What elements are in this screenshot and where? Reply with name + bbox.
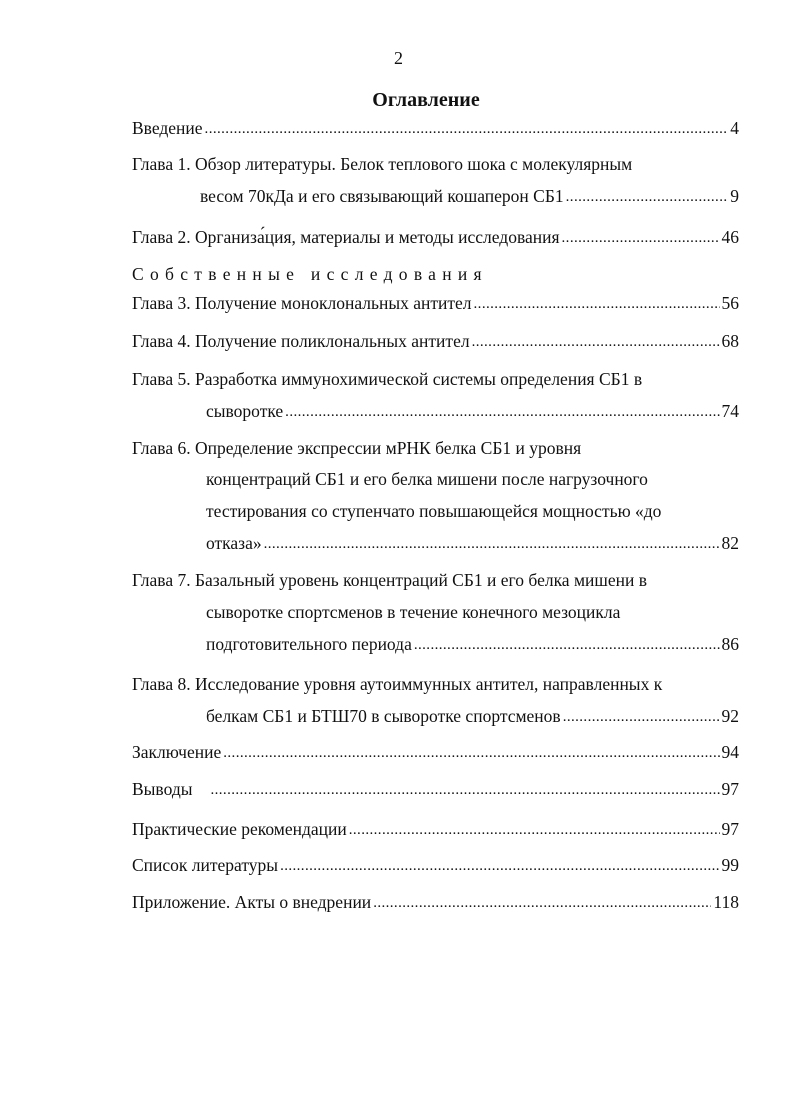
- toc-entry-line: Глава 5. Разработка иммунохимической системы определения СБ1 в: [132, 369, 643, 389]
- toc-entry-page: 68: [721, 331, 739, 351]
- toc-entry-page: 46: [721, 227, 739, 247]
- toc-entry-label: Список литературы: [132, 855, 279, 875]
- dot-leader: [563, 703, 720, 729]
- dot-leader: [264, 530, 720, 556]
- toc-entry-page: 82: [721, 533, 739, 553]
- toc-entry-appendix[interactable]: [132, 890, 739, 916]
- dot-leader: [562, 224, 720, 250]
- toc-entry-chapter-1[interactable]: [200, 184, 739, 210]
- dot-leader: [210, 776, 719, 802]
- toc-entry-chapter-7[interactable]: [206, 632, 739, 658]
- toc-entry-label: сыворотке: [206, 401, 284, 421]
- toc-entry-page: 97: [721, 819, 739, 839]
- toc-entry-page: 97: [721, 779, 739, 799]
- dot-leader: [205, 115, 729, 141]
- toc-entry-page: 92: [721, 706, 739, 726]
- toc-entry-chapter-5[interactable]: [206, 399, 739, 425]
- dot-leader: [280, 852, 719, 878]
- dot-leader: [474, 290, 720, 316]
- toc-entry-conclusion[interactable]: [132, 740, 739, 766]
- toc-entry-label: Глава 2. Организа́ция, материалы и методы исследования: [132, 227, 560, 247]
- dot-leader: [349, 816, 720, 842]
- toc-entry-page: 118: [713, 892, 739, 912]
- toc-entry-line: сыворотке спортсменов в течение конечного мезоцикла: [206, 602, 621, 622]
- toc-entry-introduction[interactable]: [132, 116, 739, 142]
- toc-entry-line: концентраций СБ1 и его белка мишени после нагрузочного: [206, 469, 648, 489]
- toc-entry-label: отказа»: [206, 533, 262, 553]
- toc-entry-line: Глава 1. Обзор литературы. Белок теплового шока с молекулярным: [132, 154, 633, 174]
- dot-leader: [566, 183, 729, 209]
- toc-entry-line: Глава 6. Определение экспрессии мРНК белка СБ1 и уровня: [132, 438, 582, 458]
- toc-entry-label: белкам СБ1 и БТШ70 в сыворотке спортсменов: [206, 706, 561, 726]
- toc-entry-label: Приложение. Акты о внедрении: [132, 892, 372, 912]
- toc-entry-line: тестирования со ступенчато повышающейся мощностью «до: [206, 501, 662, 521]
- toc-entry-chapter-3[interactable]: [132, 291, 739, 317]
- dot-leader: [414, 631, 720, 657]
- dot-leader: [285, 398, 719, 424]
- toc-entry-references[interactable]: [132, 853, 739, 879]
- toc-entry-label: Заключение: [132, 742, 222, 762]
- toc-entry-label: Глава 3. Получение моноклональных антител: [132, 293, 472, 313]
- dot-leader: [373, 889, 711, 915]
- toc-entry-page: 4: [730, 118, 739, 138]
- toc-entry-chapter-6[interactable]: [206, 531, 739, 557]
- section-heading: Собственные исследования: [132, 264, 488, 284]
- page-number: 2: [394, 48, 403, 68]
- dot-leader: [472, 328, 720, 354]
- toc-title: Оглавление: [372, 89, 480, 111]
- toc-entry-page: 9: [730, 186, 739, 206]
- toc-entry-page: 74: [721, 401, 739, 421]
- toc-entry-label: весом 70кДа и его связывающий кошаперон СБ1: [200, 186, 564, 206]
- toc-entry-chapter-8[interactable]: [206, 704, 739, 730]
- toc-entry-chapter-4[interactable]: [132, 329, 739, 355]
- toc-entry-line: Глава 7. Базальный уровень концентраций СБ1 и его белка мишени в: [132, 570, 648, 590]
- toc-entry-page: 94: [721, 742, 739, 762]
- toc-entry-page: 99: [721, 855, 739, 875]
- toc-entry-findings[interactable]: [132, 777, 739, 803]
- toc-entry-label: Глава 4. Получение поликлональных антител: [132, 331, 470, 351]
- toc-entry-label: Введение: [132, 118, 203, 138]
- toc-entry-chapter-2[interactable]: [132, 225, 739, 251]
- toc-entry-line: Глава 8. Исследование уровня аутоиммунных антител, направленных к: [132, 674, 663, 694]
- dot-leader: [223, 739, 719, 765]
- toc-entry-page: 86: [721, 634, 739, 654]
- toc-entry-page: 56: [721, 293, 739, 313]
- toc-entry-label: Выводы: [132, 779, 193, 799]
- toc-entry-label: Практические рекомендации: [132, 819, 347, 839]
- toc-entry-label: подготовительного периода: [206, 634, 412, 654]
- toc-entry-recommendations[interactable]: [132, 817, 739, 843]
